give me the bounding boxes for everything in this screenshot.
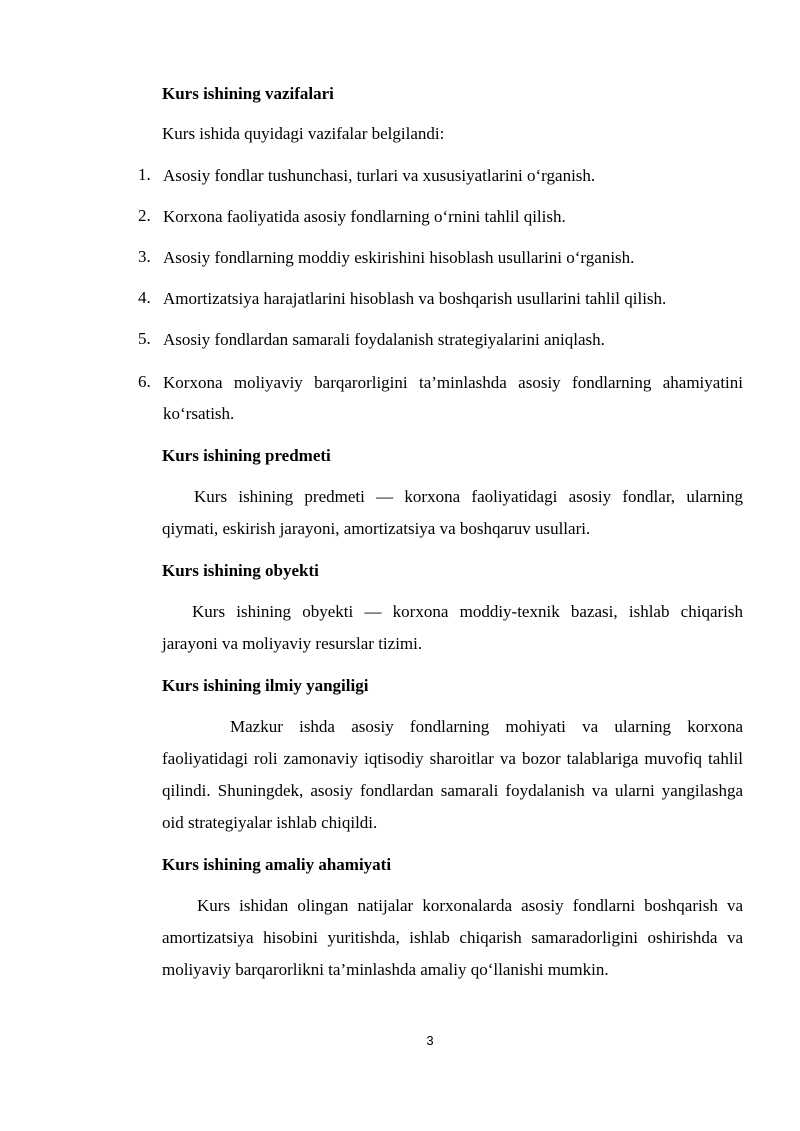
task-text: Asosiy fondlardan samarali foydalanish strategiyalarini aniqlash. — [163, 330, 605, 349]
task-number: 3. — [138, 247, 151, 266]
task-number: 4. — [138, 288, 151, 307]
task-text: Amortizatsiya harajatlarini hisoblash va boshqarish usullarini tahlil qilish. — [163, 289, 667, 308]
object-paragraph: Kurs ishining obyekti — korxona moddiy-texnik bazasi, ishlab chiqarish jarayoni va moliyaviy resurslar tizimi. — [162, 602, 743, 653]
novelty-heading: Kurs ishining ilmiy yangiligi — [162, 676, 369, 695]
task-number: 1. — [138, 165, 151, 184]
practical-paragraph: Kurs ishidan olingan natijalar korxonalarda asosiy fondlarni boshqarish va amortizatsiya hisobini yuritishda, ishlab chiqarish samaradorligini oshirishda va moliyaviy barqarorlikni ta’minlashda amaliy qo‘llanishi mumkin. — [162, 896, 743, 979]
novelty-paragraph: Mazkur ishda asosiy fondlarning mohiyati va ularning korxona faoliyatidagi roli zamonaviy iqtisodiy sharoitlar va bozor talablariga muvofiq tahlil qilindi. Shuningdek, asosiy fondlardan samarali foydalanish va ularni yangilashga oid strategiyalar ishlab chiqildi. — [162, 717, 743, 832]
task-text: Korxona faoliyatida asosiy fondlarning o‘rnini tahlil qilish. — [163, 207, 566, 226]
task-text: Korxona moliyaviy barqarorligini ta’minlashda asosiy fondlarning ahamiyatini ko‘rsatish. — [163, 373, 743, 423]
page-number: 3 — [426, 1033, 434, 1048]
practical-heading: Kurs ishining amaliy ahamiyati — [162, 855, 392, 874]
object-heading: Kurs ishining obyekti — [162, 561, 319, 580]
task-number: 2. — [138, 206, 151, 225]
subject-heading: Kurs ishining predmeti — [162, 446, 331, 465]
task-number: 5. — [138, 329, 151, 348]
subject-paragraph: Kurs ishining predmeti — korxona faoliyatidagi asosiy fondlar, ularning qiymati, eskirish jarayoni, amortizatsiya va boshqaruv usullari. — [162, 487, 743, 538]
task-text: Asosiy fondlarning moddiy eskirishini hisoblash usullarini o‘rganish. — [163, 248, 635, 267]
task-text: Asosiy fondlar tushunchasi, turlari va xususiyatlarini o‘rganish. — [163, 166, 596, 185]
tasks-heading: Kurs ishining vazifalari — [162, 84, 334, 103]
task-number: 6. — [138, 372, 151, 391]
tasks-intro: Kurs ishida quyidagi vazifalar belgilandi: — [162, 124, 445, 143]
